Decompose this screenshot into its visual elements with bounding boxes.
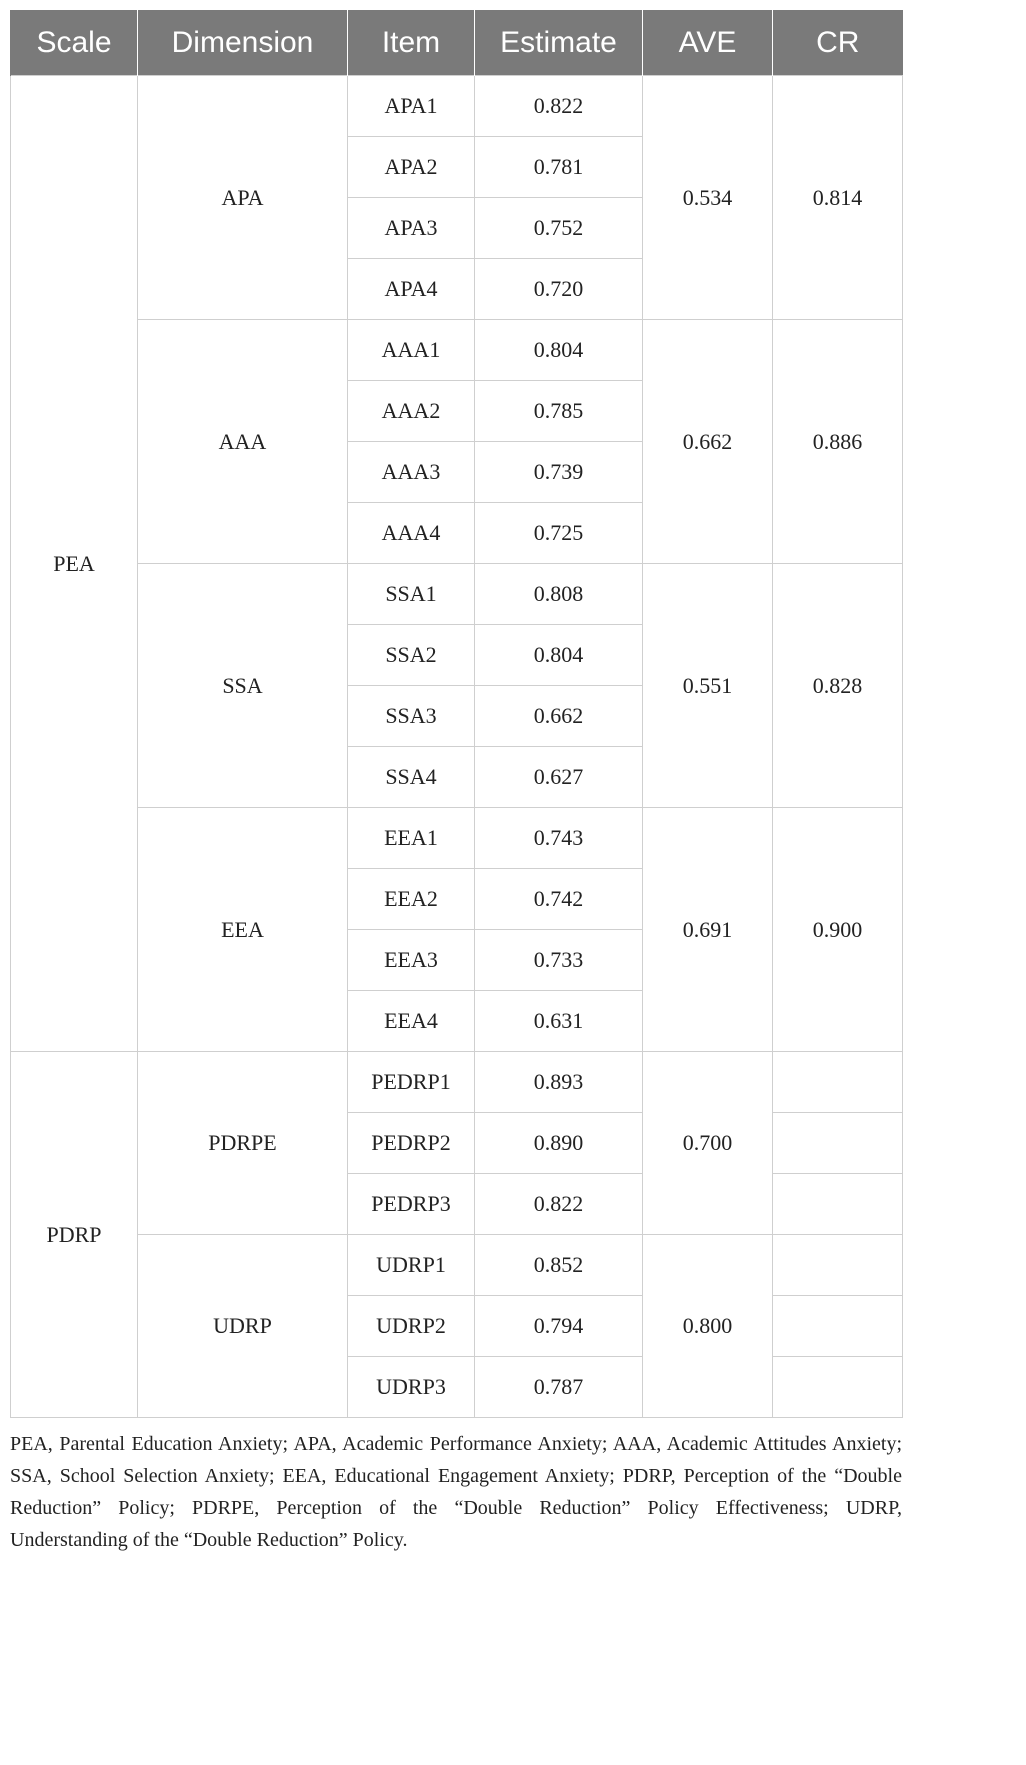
table-row <box>11 808 903 869</box>
item-cell: APA1 <box>348 76 475 137</box>
table-footnote: PEA, Parental Education Anxiety; APA, Academic Performance Anxiety; AAA, Academic Attitudes Anxiety; SSA, School Selection Anxiety; EEA, Educational Engagement Anxiety; PDRP, Perception of the “Double Reduction” Policy; PDRPE, Perception of the “Double Reduction” Policy Effectiveness; UDRP, Understanding of the “Double Reduction” Policy. <box>10 1433 902 1551</box>
ave-cell: 0.534 <box>643 76 773 320</box>
item-cell: EEA1 <box>348 808 475 869</box>
results-table <box>10 10 903 1418</box>
item-cell: EEA3 <box>348 930 475 991</box>
estimate-cell: 0.787 <box>475 1357 643 1418</box>
estimate-cell: 0.822 <box>475 1174 643 1235</box>
estimate-cell: 0.804 <box>475 625 643 686</box>
dimension-cell: PDRPE <box>138 1052 348 1235</box>
estimate-cell: 0.781 <box>475 137 643 198</box>
cr-cell: 0.814 <box>773 76 903 320</box>
estimate-cell: 0.742 <box>475 869 643 930</box>
item-cell: AAA4 <box>348 503 475 564</box>
scale-cell: PEA <box>11 76 138 1052</box>
estimate-cell: 0.631 <box>475 991 643 1052</box>
estimate-cell: 0.720 <box>475 259 643 320</box>
estimate-cell: 0.733 <box>475 930 643 991</box>
cr-cell-empty <box>773 1357 903 1418</box>
item-cell: PEDRP1 <box>348 1052 475 1113</box>
table-row <box>11 564 903 625</box>
cr-cell: 0.900 <box>773 808 903 1052</box>
header-item: Item <box>348 10 475 76</box>
table-row <box>11 1052 903 1113</box>
scale-cell: PDRP <box>11 1052 138 1418</box>
item-cell: SSA2 <box>348 625 475 686</box>
item-cell: UDRP2 <box>348 1296 475 1357</box>
table-row <box>11 76 903 137</box>
dimension-cell: SSA <box>138 564 348 808</box>
cr-cell-empty <box>773 1235 903 1296</box>
dimension-cell: AAA <box>138 320 348 564</box>
header-dimension: Dimension <box>138 10 348 76</box>
document-page <box>10 10 902 1576</box>
estimate-cell: 0.893 <box>475 1052 643 1113</box>
estimate-cell: 0.785 <box>475 381 643 442</box>
item-cell: SSA4 <box>348 747 475 808</box>
dimension-cell: EEA <box>138 808 348 1052</box>
header-estimate: Estimate <box>475 10 643 76</box>
item-cell: APA2 <box>348 137 475 198</box>
cr-cell: 0.886 <box>773 320 903 564</box>
item-cell: AAA2 <box>348 381 475 442</box>
item-cell: APA3 <box>348 198 475 259</box>
dimension-cell: UDRP <box>138 1235 348 1418</box>
dimension-cell: APA <box>138 76 348 320</box>
estimate-cell: 0.662 <box>475 686 643 747</box>
header-cr: CR <box>773 10 903 76</box>
cr-cell-empty <box>773 1174 903 1235</box>
estimate-cell: 0.794 <box>475 1296 643 1357</box>
item-cell: AAA1 <box>348 320 475 381</box>
estimate-cell: 0.808 <box>475 564 643 625</box>
estimate-cell: 0.739 <box>475 442 643 503</box>
item-cell: SSA3 <box>348 686 475 747</box>
item-cell: UDRP1 <box>348 1235 475 1296</box>
estimate-cell: 0.890 <box>475 1113 643 1174</box>
item-cell: PEDRP2 <box>348 1113 475 1174</box>
item-cell: APA4 <box>348 259 475 320</box>
item-cell: UDRP3 <box>348 1357 475 1418</box>
header-scale: Scale <box>11 10 138 76</box>
header-ave: AVE <box>643 10 773 76</box>
table-row <box>11 1235 903 1296</box>
table-row <box>11 320 903 381</box>
item-cell: EEA2 <box>348 869 475 930</box>
ave-cell: 0.662 <box>643 320 773 564</box>
cr-cell-empty <box>773 1296 903 1357</box>
cr-cell-empty <box>773 1113 903 1174</box>
ave-cell: 0.551 <box>643 564 773 808</box>
estimate-cell: 0.743 <box>475 808 643 869</box>
item-cell: EEA4 <box>348 991 475 1052</box>
estimate-cell: 0.725 <box>475 503 643 564</box>
cr-cell: 0.828 <box>773 564 903 808</box>
estimate-cell: 0.804 <box>475 320 643 381</box>
item-cell: PEDRP3 <box>348 1174 475 1235</box>
estimate-cell: 0.627 <box>475 747 643 808</box>
item-cell: AAA3 <box>348 442 475 503</box>
estimate-cell: 0.752 <box>475 198 643 259</box>
ave-cell: 0.800 <box>643 1235 773 1418</box>
cr-cell-empty <box>773 1052 903 1113</box>
estimate-cell: 0.852 <box>475 1235 643 1296</box>
ave-cell: 0.691 <box>643 808 773 1052</box>
table-header-row <box>11 10 903 76</box>
item-cell: SSA1 <box>348 564 475 625</box>
ave-cell: 0.700 <box>643 1052 773 1235</box>
estimate-cell: 0.822 <box>475 76 643 137</box>
